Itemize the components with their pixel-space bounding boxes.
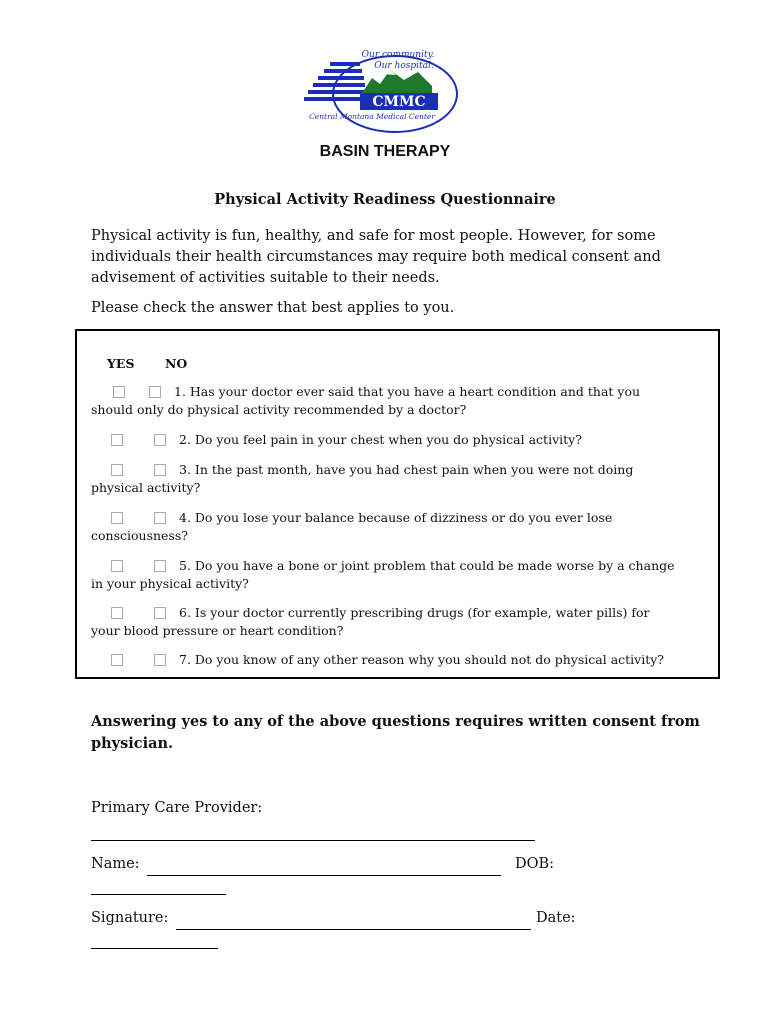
logo-stripes (304, 62, 366, 101)
question-text-continued: should only do physical activity recommended by a doctor? (91, 402, 467, 417)
question-text: 7. Do you know of any other reason why you should not do physical activity? (179, 652, 665, 667)
pcp-field[interactable] (91, 840, 535, 841)
no-checkbox[interactable] (154, 464, 166, 476)
logo-abbr: CMMC (372, 94, 426, 110)
question-text: 4. Do you lose your balance because of dizziness or do you ever lose (179, 510, 613, 525)
yes-checkbox[interactable] (111, 607, 123, 619)
question-item (91, 461, 701, 497)
yes-checkbox[interactable] (111, 464, 123, 476)
yes-checkbox[interactable] (111, 654, 123, 666)
no-checkbox[interactable] (154, 607, 166, 619)
question-text: 6. Is your doctor currently prescribing drugs (for example, water pills) for (179, 605, 650, 620)
name-field[interactable] (147, 875, 501, 876)
logo-slogan-2: Our hospital. (374, 61, 434, 71)
question-item (91, 509, 701, 545)
question-item (91, 557, 701, 593)
consent-note: Answering yes to any of the above questions requires written consent from physician. (91, 713, 700, 752)
logo-full-name: Central Montana Medical Center (309, 112, 435, 121)
question-text: 5. Do you have a bone or joint problem that could be made worse by a change (179, 558, 675, 573)
dob-label: DOB: (515, 856, 555, 872)
question-text: 1. Has your doctor ever said that you have a heart condition and that you (174, 384, 641, 399)
pcp-label: Primary Care Provider: (91, 800, 263, 816)
question-item (91, 431, 701, 449)
instruction-text: Please check the answer that best applies to you. (91, 300, 455, 316)
question-item (91, 383, 701, 419)
question-text: 3. In the past month, have you had chest pain when you were not doing (179, 462, 634, 477)
question-item (91, 651, 701, 669)
question-text-continued: physical activity? (91, 480, 201, 495)
date-label: Date: (536, 910, 576, 926)
yes-checkbox[interactable] (113, 386, 125, 398)
no-checkbox[interactable] (154, 654, 166, 666)
question-text-continued: your blood pressure or heart condition? (91, 623, 344, 638)
question-text-continued: in your physical activity? (91, 576, 249, 591)
question-text-continued: consciousness? (91, 528, 188, 543)
yes-header: YES (107, 356, 135, 371)
signature-label: Signature: (91, 910, 169, 926)
logo-slogan-1: Our community. (361, 50, 435, 60)
department-heading: BASIN THERAPY (319, 143, 451, 160)
dob-field[interactable] (91, 894, 226, 895)
document-title: Physical Activity Readiness Questionnaire (214, 191, 556, 208)
question-text: 2. Do you feel pain in your chest when you do physical activity? (179, 432, 582, 447)
yes-checkbox[interactable] (111, 512, 123, 524)
signature-field[interactable] (176, 929, 531, 930)
no-checkbox[interactable] (154, 560, 166, 572)
no-header: NO (165, 356, 188, 371)
date-field[interactable] (91, 948, 218, 949)
cmmc-logo (300, 44, 464, 136)
no-checkbox[interactable] (154, 434, 166, 446)
name-label: Name: (91, 856, 140, 872)
questionnaire-box (75, 329, 720, 679)
no-checkbox[interactable] (154, 512, 166, 524)
yes-checkbox[interactable] (111, 560, 123, 572)
yes-checkbox[interactable] (111, 434, 123, 446)
logo-mountains (360, 70, 432, 96)
question-item (91, 604, 701, 640)
no-checkbox[interactable] (149, 386, 161, 398)
intro-paragraph: Physical activity is fun, healthy, and safe for most people. However, for some individuals their health circumstances may require both medical consent and advisement of activities suitable to their needs. (91, 228, 661, 286)
